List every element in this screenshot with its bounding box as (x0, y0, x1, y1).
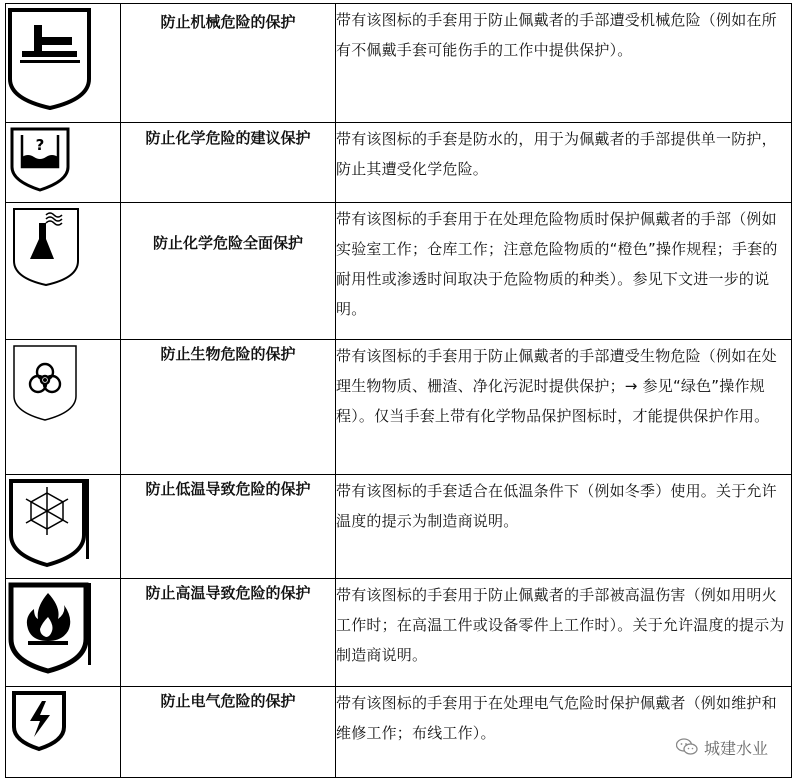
icon-cell (6, 475, 121, 579)
protection-name (121, 4, 336, 123)
icon-cell (6, 4, 121, 123)
protection-description-text: 带有该图标的手套用于防止佩戴者的手部被高温伤害（例如用明火工作时；在高温工件或设备零件上工作时）。关于允许温度的提示为制造商说明。 (336, 586, 785, 664)
protection-description (336, 475, 792, 579)
watermark (676, 735, 768, 759)
protection-name-text: 防止化学危险全面保护 (152, 234, 303, 252)
icon-cell (6, 123, 121, 203)
protection-description-text: 带有该图标的手套用于防止佩戴者的手部遭受生物危险（例如在处理生物物质、栅渣、净化污泥时提供保护；→ 参见“绿色”操作规程）。仅当手套上带有化学物品保护图标时，才能提供保护作用。 (336, 347, 777, 425)
table-row (6, 203, 792, 340)
protection-name-text: 防止低温导致危险的保护 (145, 480, 311, 498)
protection-name (121, 203, 336, 340)
mechanical-risk-hammer-icon (6, 4, 120, 123)
biohazard-icon (6, 340, 120, 475)
protection-description-text: 带有该图标的手套用于在处理电气危险时保护佩戴者（例如维护和维修工作；布线工作）。 (336, 694, 777, 742)
table-row (6, 123, 792, 203)
waterproof-beaker-icon (6, 123, 120, 203)
protection-description (336, 203, 792, 340)
table-row (6, 340, 792, 475)
snowflake-icon (6, 475, 120, 579)
protection-name-text: 防止机械危险的保护 (160, 13, 296, 31)
protection-description (336, 579, 792, 687)
wechat-icon (676, 738, 698, 756)
protection-name (121, 687, 336, 778)
table-row (6, 579, 792, 687)
flame-icon (6, 579, 120, 687)
protection-description (336, 687, 792, 778)
protection-name (121, 475, 336, 579)
protection-name (121, 340, 336, 475)
protection-description (336, 4, 792, 123)
electric-lightning-icon (6, 687, 120, 778)
table-row (6, 4, 792, 123)
protection-name-text: 防止高温导致危险的保护 (145, 584, 311, 602)
protection-description-text: 带有该图标的手套是防水的，用于为佩戴者的手部提供单一防护，防止其遭受化学危险。 (336, 130, 777, 178)
table-row (6, 687, 792, 778)
protection-name-text: 防止化学危险的建议保护 (145, 129, 311, 147)
protection-name-text: 防止电气危险的保护 (160, 692, 296, 710)
protection-description-text: 带有该图标的手套适合在低温条件下（例如冬季）使用。关于允许温度的提示为制造商说明。 (336, 482, 777, 530)
icon-cell (6, 687, 121, 778)
icon-cell (6, 203, 121, 340)
icon-cell (6, 579, 121, 687)
protection-description-text: 带有该图标的手套用于防止佩戴者的手部遭受机械危险（例如在所有不佩戴手套可能伤手的工作中提供保护）。 (336, 11, 777, 59)
protection-description (336, 340, 792, 475)
protection-description-text: 带有该图标的手套用于在处理危险物质时保护佩戴者的手部（例如实验室工作；仓库工作；注意危险物质的“橙色”操作规程；手套的耐用性或渗透时间取决于危险物质的种类）。参见下文进一步的说明。 (336, 210, 778, 318)
protection-name (121, 123, 336, 203)
watermark-text: 城建水业 (704, 738, 769, 758)
svg-text:?: ? (35, 136, 45, 154)
table-row (6, 475, 792, 579)
protection-name (121, 579, 336, 687)
chemical-flask-icon (6, 203, 120, 340)
protection-description (336, 123, 792, 203)
glove-symbol-table (5, 3, 792, 778)
icon-cell (6, 340, 121, 475)
protection-name-text: 防止生物危险的保护 (160, 345, 296, 363)
